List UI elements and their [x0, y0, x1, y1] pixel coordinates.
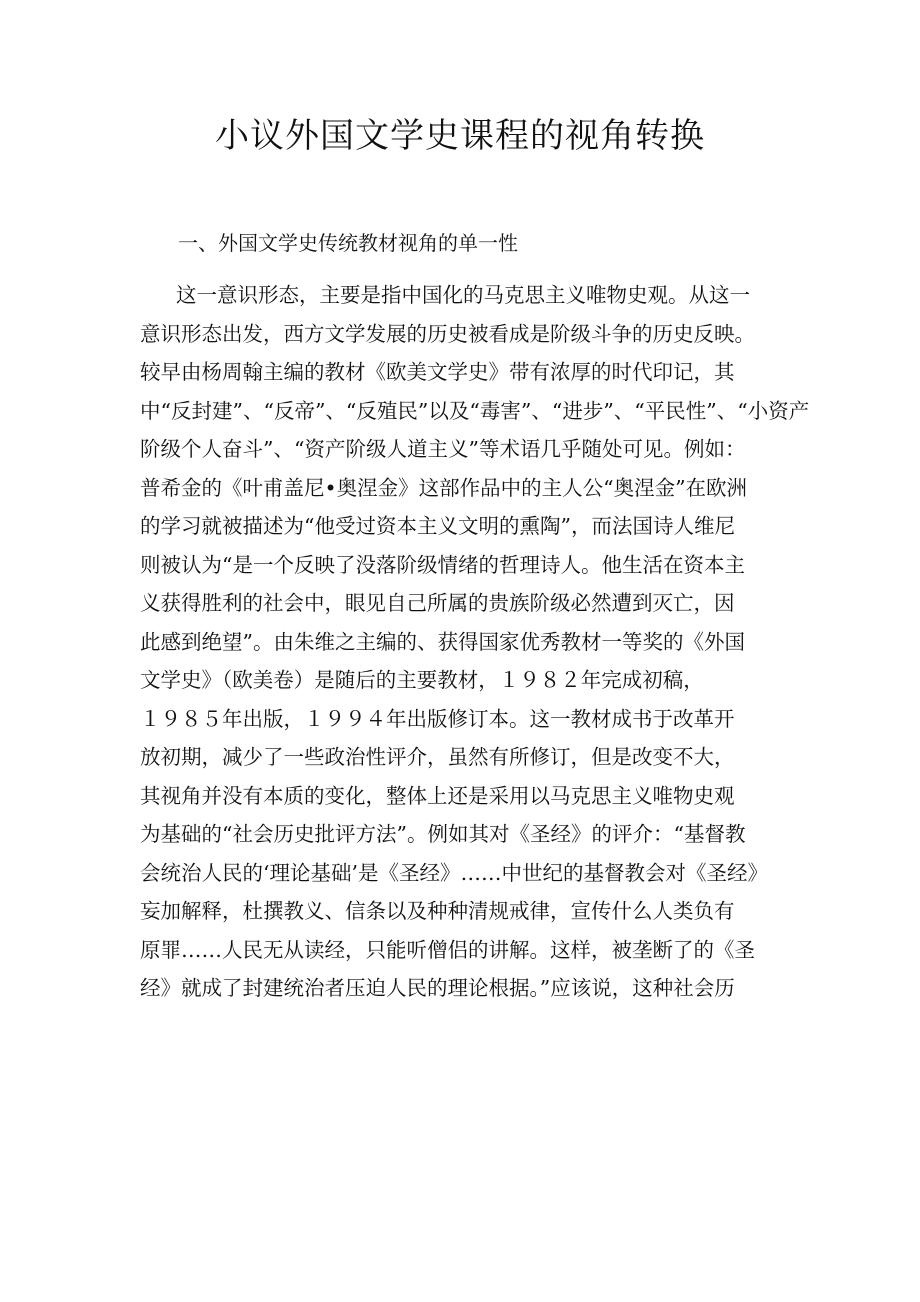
- body-line: 阶级个人奋斗”、“资产阶级人道主义”等术语几乎随处可见。例如：: [140, 437, 746, 461]
- body-line: 此感到绝望”。由朱维之主编的、获得国家优秀教材一等奖的《外国: [140, 629, 745, 654]
- body-line: 经》就成了封建统治者压迫人民的理论根据。”应该说，这种社会历: [140, 976, 735, 1000]
- body-line: 的学习就被描述为“他受过资本主义文明的熏陶”，而法国诗人维尼: [140, 514, 735, 538]
- body-line: 这一意识形态，主要是指中国化的马克思主义唯物史观。从这一: [176, 283, 750, 307]
- body-line: 为基础的“社会历史批评方法”。例如其对《圣经》的评介：“基督教: [140, 822, 746, 846]
- body-line: 义获得胜利的社会中，眼见自己所属的贵族阶级必然遭到灭亡，因: [140, 591, 735, 615]
- document-title: 小议外国文学史课程的视角转换: [215, 116, 705, 156]
- section-heading: 一、外国文学史传统教材视角的单一性: [178, 231, 518, 255]
- body-line: １９８５年出版，１９９４年出版修订本。这一教材成书于改革开: [140, 706, 735, 731]
- body-line: 会统治人民的‘理论基础’是《圣经》……中世纪的基督教会对《圣经》: [140, 860, 769, 885]
- body-line: 普希金的《叶甫盖尼•奥涅金》这部作品中的主人公“奥涅金”在欧洲: [140, 475, 748, 500]
- body-line: 其视角并没有本质的变化，整体上还是采用以马克思主义唯物史观: [140, 783, 735, 808]
- body-line: 放初期，减少了一些政治性评介，虽然有所修订，但是改变不大，: [140, 745, 735, 769]
- body-line: 文学史》（欧美卷）是随后的主要教材，１９８２年完成初稿，: [140, 668, 704, 692]
- body-line: 则被认为“是一个反映了没落阶级情绪的哲理诗人。他生活在资本主: [140, 552, 745, 577]
- body-line: 意识形态出发，西方文学发展的历史被看成是阶级斗争的历史反映。: [140, 321, 755, 346]
- body-line: 原罪……人民无从读经，只能听僧侣的讲解。这样，被垄断了的《圣: [140, 937, 755, 962]
- body-line: 中“反封建”、“反帝”、“反殖民”以及“毒害”、“进步”、“平民性”、“小资产: [140, 398, 810, 423]
- body-line: 较早由杨周翰主编的教材《欧美文学史》带有浓厚的时代印记，其: [140, 360, 735, 384]
- body-line: 妄加解释，杜撰教义、信条以及种种清规戒律，宣传什么人类负有: [140, 899, 735, 923]
- body-paragraph: [140, 276, 810, 1008]
